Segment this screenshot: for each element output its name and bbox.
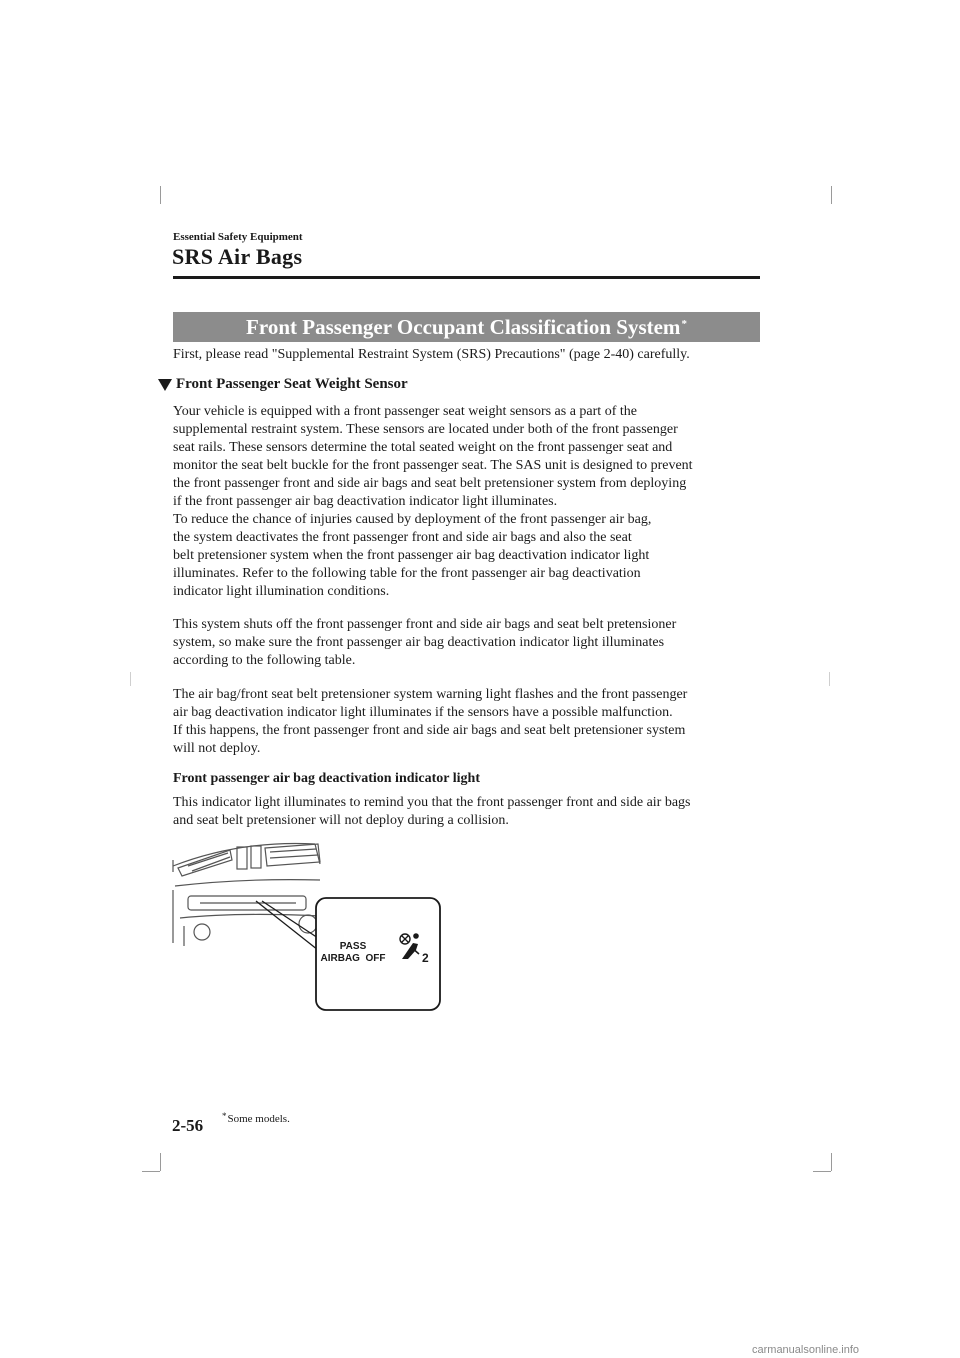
pass-airbag-label-line1: PASS [339,941,367,952]
text-line: system, so make sure the front passenger air bag deactivation indicator light illuminates [173,635,665,650]
dashboard-vent-drawing [173,843,320,946]
text-line: the front passenger front and side air bags and seat belt pretensioner system from deploying [173,476,687,491]
crop-mark-bottom-right [831,1153,832,1171]
text-line: will not deploy. [173,741,261,756]
footnote [222,1113,290,1125]
margin-tick-left [130,672,131,686]
text-line: This system shuts off the front passenger front and side air bags and seat belt pretensioner [173,617,677,632]
text-line: If this happens, the front passenger front and side air bags and seat belt pretensioner system [173,723,686,738]
footnote-text: Some models. [227,1113,290,1125]
section-label: Essential Safety Equipment [173,231,303,243]
subsection-heading [158,376,408,393]
text-line: air bag deactivation indicator light illuminates if the sensors have a possible malfunction. [173,705,673,720]
chapter-rule [173,276,760,279]
indicator-location-illustration [170,838,445,1016]
some-models-asterisk: * [681,318,687,330]
text-line: illuminates. Refer to the following table for the front passenger air bag deactivation [173,566,641,581]
system-title: Front Passenger Occupant Classification System [246,314,681,339]
text-line: To reduce the chance of injuries caused by deployment of the front passenger air bag, [173,512,652,527]
system-title-banner [173,312,760,342]
intro-paragraph [173,346,768,364]
margin-tick-right [829,672,830,686]
text-line: the system deactivates the front passenger front and side air bags and also the seat [173,530,632,545]
text-line: belt pretensioner system when the front passenger air bag deactivation indicator light [173,548,650,563]
chapter-title: SRS Air Bags [172,244,303,269]
text-line: First, please read "Supplemental Restraint System (SRS) Precautions" (page 2-40) carefully. [173,347,690,362]
sensor-description-paragraph [173,403,768,601]
crop-mark-top-right [831,186,832,204]
pass-airbag-label-line2: AIRBAG OFF [320,953,386,964]
subsection-heading-text: Front Passenger Seat Weight Sensor [176,376,408,392]
text-line: This indicator light illuminates to remind you that the front passenger front and side air bags [173,795,691,810]
page-number: 2-56 [172,1116,204,1135]
shutoff-paragraph [173,616,768,670]
text-line: if the front passenger air bag deactivation indicator light illuminates. [173,494,558,509]
malfunction-paragraph [173,686,768,758]
text-line: seat rails. These sensors determine the total seated weight on the front passenger seat and [173,440,673,455]
text-line: monitor the seat belt buckle for the front passenger seat. The SAS unit is designed to prevent [173,458,693,473]
indicator-heading: Front passenger air bag deactivation indicator light [173,771,480,786]
watermark: carmanualsonline.info [752,1344,860,1356]
text-line: indicator light illumination conditions. [173,584,390,599]
crop-mark-bottom-right-h [813,1171,831,1172]
section-triangle-icon [158,379,172,391]
text-line: Your vehicle is equipped with a front passenger seat weight sensors as a part of the [173,404,637,419]
crop-mark-bottom-left-h [142,1171,160,1172]
text-line: and seat belt pretensioner will not deploy during a collision. [173,813,509,828]
seat-number-label: 2 [422,951,429,965]
text-line: The air bag/front seat belt pretensioner system warning light flashes and the front passenger [173,687,688,702]
callout-pointer [256,901,318,950]
indicator-description [173,794,768,830]
text-line: supplemental restraint system. These sensors are located under both of the front passenger [173,422,678,437]
crop-mark-top-left [160,186,161,204]
text-line: according to the following table. [173,653,356,668]
footnote-asterisk: * [222,1111,227,1121]
crop-mark-bottom-left [160,1153,161,1171]
